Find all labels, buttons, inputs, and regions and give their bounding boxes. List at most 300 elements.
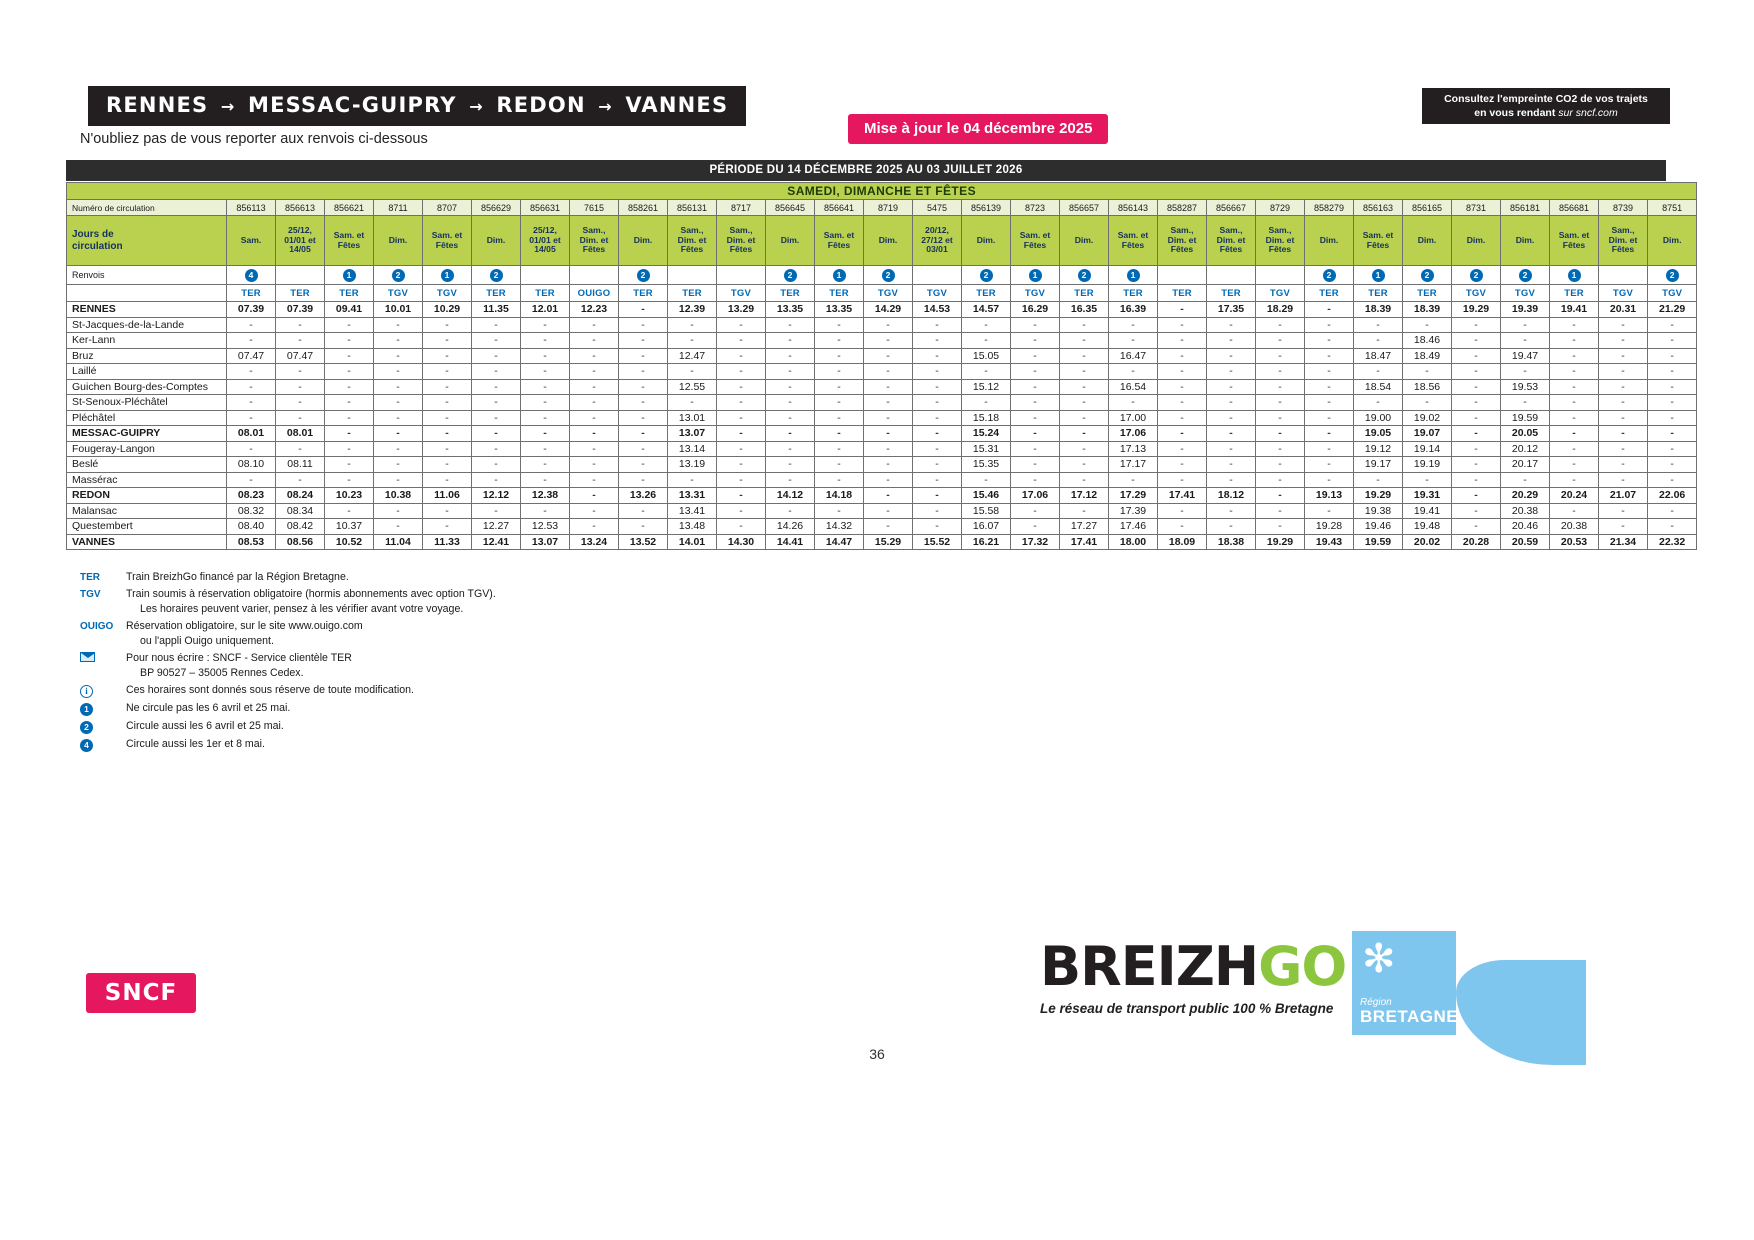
time-cell: 08.01 bbox=[227, 426, 276, 442]
legend-text-sub: ou l'appli Ouigo uniquement. bbox=[140, 635, 274, 648]
time-cell: - bbox=[472, 333, 521, 349]
footnote-badge[interactable]: 1 bbox=[1127, 269, 1140, 282]
time-cell: 08.24 bbox=[276, 488, 325, 504]
time-cell: 19.28 bbox=[1305, 519, 1354, 535]
train-type-cell: TGV bbox=[913, 285, 962, 302]
legend-footnote-badge-wrap bbox=[80, 737, 126, 753]
time-cell: - bbox=[1011, 395, 1060, 411]
ermine-bird-icon: ✻ bbox=[1362, 937, 1396, 981]
service-days-line: Fêtes bbox=[1268, 244, 1292, 255]
service-days-line: Sam., bbox=[1611, 224, 1635, 235]
time-cell: - bbox=[325, 426, 374, 442]
time-cell: 11.35 bbox=[472, 302, 521, 318]
time-cell: - bbox=[1452, 348, 1501, 364]
co2-link-text[interactable]: sur sncf.com bbox=[1558, 107, 1618, 120]
time-cell: 21.34 bbox=[1599, 534, 1648, 550]
table-row bbox=[67, 426, 1697, 442]
row-label-service-days-l2: circulation bbox=[72, 240, 123, 252]
service-days-cell bbox=[1403, 216, 1452, 266]
footnote-badge[interactable]: 1 bbox=[343, 269, 356, 282]
time-cell: - bbox=[1158, 395, 1207, 411]
time-cell: - bbox=[1256, 441, 1305, 457]
time-cell: - bbox=[325, 441, 374, 457]
time-cell: - bbox=[913, 317, 962, 333]
train-type-cell: TGV bbox=[1256, 285, 1305, 302]
time-cell: 20.38 bbox=[1550, 519, 1599, 535]
footnote-badge[interactable]: 2 bbox=[1666, 269, 1679, 282]
time-cell: - bbox=[717, 441, 766, 457]
time-cell: - bbox=[423, 317, 472, 333]
service-days-cell bbox=[913, 216, 962, 266]
time-cell: - bbox=[1256, 488, 1305, 504]
time-cell: 17.27 bbox=[1060, 519, 1109, 535]
train-number-cell: 8731 bbox=[1452, 200, 1501, 216]
time-cell: - bbox=[962, 333, 1011, 349]
time-cell: - bbox=[1158, 317, 1207, 333]
footnote-badge[interactable]: 2 bbox=[1078, 269, 1091, 282]
time-cell: 17.41 bbox=[1158, 488, 1207, 504]
time-cell: 08.23 bbox=[227, 488, 276, 504]
legend-item bbox=[80, 570, 980, 585]
time-cell: - bbox=[1305, 395, 1354, 411]
footnote-badge[interactable]: 2 bbox=[1519, 269, 1532, 282]
time-cell: 07.47 bbox=[227, 348, 276, 364]
time-cell: - bbox=[619, 379, 668, 395]
time-cell: - bbox=[619, 472, 668, 488]
time-cell: - bbox=[913, 457, 962, 473]
time-cell: - bbox=[1207, 379, 1256, 395]
table-row bbox=[67, 472, 1697, 488]
time-cell: 12.27 bbox=[472, 519, 521, 535]
time-cell: - bbox=[1452, 333, 1501, 349]
time-cell: 12.39 bbox=[668, 302, 717, 318]
time-cell: - bbox=[1648, 503, 1697, 519]
time-cell: - bbox=[1011, 379, 1060, 395]
time-cell: - bbox=[1158, 472, 1207, 488]
train-type-cell: TER bbox=[1158, 285, 1207, 302]
service-days-line: Dim. bbox=[1515, 234, 1535, 245]
time-cell: 13.01 bbox=[668, 410, 717, 426]
time-cell: 14.32 bbox=[815, 519, 864, 535]
service-days-line: Dim. et bbox=[1265, 234, 1295, 245]
time-cell: 17.46 bbox=[1109, 519, 1158, 535]
region-logo-small: Région bbox=[1360, 997, 1392, 1009]
service-days-line: Sam. et bbox=[333, 229, 365, 240]
time-cell: 12.53 bbox=[521, 519, 570, 535]
legend-footnote-badge-wrap bbox=[80, 719, 126, 735]
service-days-line: Fêtes bbox=[827, 239, 851, 250]
time-cell: - bbox=[1011, 472, 1060, 488]
footnote-badge[interactable]: 2 bbox=[1323, 269, 1336, 282]
breizhgo-word-go: GO bbox=[1258, 935, 1347, 998]
time-cell: - bbox=[227, 472, 276, 488]
legend-text bbox=[126, 570, 980, 585]
time-cell: - bbox=[570, 317, 619, 333]
time-cell: - bbox=[472, 379, 521, 395]
service-days-line: Sam. et bbox=[431, 229, 463, 240]
service-days-line: Fêtes bbox=[582, 244, 606, 255]
time-cell: - bbox=[668, 317, 717, 333]
footnote-badge[interactable]: 4 bbox=[245, 269, 258, 282]
service-days-cell bbox=[325, 216, 374, 266]
time-cell: 14.47 bbox=[815, 534, 864, 550]
station-name: VANNES bbox=[67, 534, 227, 550]
time-cell: - bbox=[521, 379, 570, 395]
mail-icon bbox=[80, 652, 95, 662]
train-number-cell: 8707 bbox=[423, 200, 472, 216]
table-row bbox=[67, 348, 1697, 364]
breizhgo-tagline: Le réseau de transport public 100 % Bretagne bbox=[1040, 1001, 1334, 1016]
time-cell: - bbox=[1060, 457, 1109, 473]
time-cell: - bbox=[374, 457, 423, 473]
footnote-badge[interactable]: 1 bbox=[1568, 269, 1581, 282]
train-number-cell: 8719 bbox=[864, 200, 913, 216]
service-days-line: Dim. bbox=[780, 234, 800, 245]
time-cell: 17.39 bbox=[1109, 503, 1158, 519]
time-cell: - bbox=[815, 472, 864, 488]
time-cell: - bbox=[325, 395, 374, 411]
train-number-cell: 858287 bbox=[1158, 200, 1207, 216]
legend-item bbox=[80, 683, 980, 699]
time-cell: 13.52 bbox=[619, 534, 668, 550]
legend-tag: TGV bbox=[80, 589, 101, 601]
time-cell: 12.23 bbox=[570, 302, 619, 318]
time-cell: - bbox=[1550, 348, 1599, 364]
time-cell: 20.59 bbox=[1501, 534, 1550, 550]
service-days-cell bbox=[1256, 216, 1305, 266]
service-days-line: Dim. et bbox=[1167, 234, 1197, 245]
time-cell: - bbox=[1599, 348, 1648, 364]
footnote-badge[interactable]: 2 bbox=[980, 269, 993, 282]
time-cell: 16.39 bbox=[1109, 302, 1158, 318]
footnote-badge[interactable]: 2 bbox=[882, 269, 895, 282]
time-cell: - bbox=[276, 379, 325, 395]
time-cell: - bbox=[1158, 519, 1207, 535]
time-cell: 15.46 bbox=[962, 488, 1011, 504]
arrow-icon-2: → bbox=[469, 97, 484, 116]
table-row bbox=[67, 488, 1697, 504]
time-cell: - bbox=[1011, 503, 1060, 519]
service-days-line: Fêtes bbox=[1121, 239, 1145, 250]
service-days-line: Sam. et bbox=[1362, 229, 1394, 240]
service-days-line: 01/01 et bbox=[284, 234, 316, 245]
time-cell: - bbox=[472, 364, 521, 380]
footnote-badge[interactable]: 1 bbox=[1372, 269, 1385, 282]
time-cell: - bbox=[472, 441, 521, 457]
service-days-line: 25/12, bbox=[288, 224, 312, 235]
service-days-line: Dim. et bbox=[1608, 234, 1638, 245]
train-type-cell: TER bbox=[227, 285, 276, 302]
footnote-cell bbox=[717, 266, 766, 285]
co2-info-box[interactable] bbox=[1422, 88, 1670, 124]
service-days-cell bbox=[864, 216, 913, 266]
time-cell: - bbox=[619, 333, 668, 349]
time-cell: - bbox=[913, 333, 962, 349]
footnote-badge[interactable]: 1 bbox=[441, 269, 454, 282]
service-days-cell bbox=[1648, 216, 1697, 266]
time-cell: - bbox=[962, 395, 1011, 411]
service-days-cell bbox=[766, 216, 815, 266]
service-days-line: 25/12, bbox=[533, 224, 557, 235]
time-cell: - bbox=[1501, 364, 1550, 380]
legend-tag: TER bbox=[80, 572, 100, 583]
footnote-cell bbox=[1158, 266, 1207, 285]
time-cell: - bbox=[472, 348, 521, 364]
time-cell: 15.24 bbox=[962, 426, 1011, 442]
time-cell: - bbox=[227, 395, 276, 411]
time-cell: 13.24 bbox=[570, 534, 619, 550]
service-days-cell bbox=[1207, 216, 1256, 266]
service-days-line: Dim. bbox=[388, 234, 408, 245]
service-days-line: Dim. bbox=[1074, 234, 1094, 245]
service-days-line: Dim. bbox=[1466, 234, 1486, 245]
legend-text bbox=[126, 719, 980, 734]
footnote-cell bbox=[962, 266, 1011, 285]
time-cell: 13.29 bbox=[717, 302, 766, 318]
time-cell: 15.05 bbox=[962, 348, 1011, 364]
time-cell: - bbox=[717, 503, 766, 519]
time-cell: - bbox=[472, 426, 521, 442]
service-days-cell bbox=[276, 216, 325, 266]
train-type-cell: TER bbox=[276, 285, 325, 302]
station-name: Massérac bbox=[67, 472, 227, 488]
time-cell: - bbox=[1599, 317, 1648, 333]
time-cell: - bbox=[1011, 426, 1060, 442]
train-type-cell: TER bbox=[472, 285, 521, 302]
time-cell: - bbox=[1354, 333, 1403, 349]
time-cell: - bbox=[1207, 503, 1256, 519]
train-number-cell: 856667 bbox=[1207, 200, 1256, 216]
time-cell: 20.17 bbox=[1501, 457, 1550, 473]
time-cell: - bbox=[1109, 333, 1158, 349]
footnote-badge[interactable]: 2 bbox=[490, 269, 503, 282]
time-cell: - bbox=[570, 457, 619, 473]
train-type-cell: TER bbox=[815, 285, 864, 302]
time-cell: 14.57 bbox=[962, 302, 1011, 318]
time-cell: 19.12 bbox=[1354, 441, 1403, 457]
service-days-cell bbox=[1599, 216, 1648, 266]
time-cell: - bbox=[1256, 472, 1305, 488]
station-name: Malansac bbox=[67, 503, 227, 519]
service-days-line: Fêtes bbox=[1170, 244, 1194, 255]
row-label-service-days-l1: Jours de bbox=[72, 228, 114, 240]
footnote-cell bbox=[1109, 266, 1158, 285]
time-cell: - bbox=[1207, 472, 1256, 488]
time-cell: 20.05 bbox=[1501, 426, 1550, 442]
time-cell: - bbox=[1060, 426, 1109, 442]
time-cell: - bbox=[521, 410, 570, 426]
region-logo-text bbox=[1360, 997, 1458, 1027]
time-cell: 08.34 bbox=[276, 503, 325, 519]
time-cell: - bbox=[1256, 379, 1305, 395]
time-cell: - bbox=[423, 379, 472, 395]
time-cell: - bbox=[1158, 457, 1207, 473]
footnote-badge[interactable]: 2 bbox=[1470, 269, 1483, 282]
train-number-cell: 856139 bbox=[962, 200, 1011, 216]
service-days-cell bbox=[1452, 216, 1501, 266]
train-number-cell: 856629 bbox=[472, 200, 521, 216]
region-bretagne-logo bbox=[1352, 931, 1459, 1035]
time-cell: - bbox=[1158, 379, 1207, 395]
time-cell: - bbox=[1011, 333, 1060, 349]
footnote-badge[interactable]: 1 bbox=[1029, 269, 1042, 282]
breizhgo-word-breizh: BREIZH bbox=[1040, 935, 1259, 998]
time-cell: - bbox=[570, 348, 619, 364]
footnote-cell bbox=[1501, 266, 1550, 285]
service-days-line: Sam., bbox=[1268, 224, 1292, 235]
time-cell: - bbox=[1207, 410, 1256, 426]
train-type-cell: TER bbox=[521, 285, 570, 302]
time-cell: 09.41 bbox=[325, 302, 374, 318]
time-cell: - bbox=[423, 441, 472, 457]
time-cell: - bbox=[717, 317, 766, 333]
time-cell: 14.12 bbox=[766, 488, 815, 504]
time-cell: 20.28 bbox=[1452, 534, 1501, 550]
time-cell: - bbox=[1207, 348, 1256, 364]
time-cell: 15.29 bbox=[864, 534, 913, 550]
service-days-cell bbox=[472, 216, 521, 266]
service-days-cell bbox=[962, 216, 1011, 266]
time-cell: - bbox=[1550, 503, 1599, 519]
time-cell: 17.06 bbox=[1011, 488, 1060, 504]
footnote-badge[interactable]: 2 bbox=[637, 269, 650, 282]
time-cell: - bbox=[962, 364, 1011, 380]
footnote-badge[interactable]: 2 bbox=[784, 269, 797, 282]
legend-text bbox=[126, 651, 980, 681]
time-cell: - bbox=[815, 503, 864, 519]
time-cell: - bbox=[962, 472, 1011, 488]
route-segment-3: REDON bbox=[496, 93, 586, 117]
time-cell: - bbox=[668, 472, 717, 488]
time-cell: - bbox=[1550, 426, 1599, 442]
footnote-cell bbox=[766, 266, 815, 285]
time-cell: - bbox=[668, 395, 717, 411]
station-name: St-Jacques-de-la-Lande bbox=[67, 317, 227, 333]
time-cell: - bbox=[766, 503, 815, 519]
time-cell: - bbox=[717, 426, 766, 442]
time-cell: - bbox=[1599, 410, 1648, 426]
train-type-cell: TER bbox=[668, 285, 717, 302]
time-cell: - bbox=[1550, 410, 1599, 426]
time-cell: - bbox=[1501, 317, 1550, 333]
train-number-cell: 8729 bbox=[1256, 200, 1305, 216]
time-cell: - bbox=[1648, 457, 1697, 473]
time-cell: 17.17 bbox=[1109, 457, 1158, 473]
time-cell: - bbox=[864, 348, 913, 364]
time-cell: - bbox=[1011, 457, 1060, 473]
footnote-cell bbox=[619, 266, 668, 285]
time-cell: - bbox=[913, 441, 962, 457]
train-number-cell: 8739 bbox=[1599, 200, 1648, 216]
time-cell: - bbox=[717, 333, 766, 349]
time-cell: - bbox=[1060, 441, 1109, 457]
time-cell: 10.29 bbox=[423, 302, 472, 318]
service-days-cell bbox=[1550, 216, 1599, 266]
time-cell: - bbox=[864, 457, 913, 473]
train-number-cell: 856641 bbox=[815, 200, 864, 216]
time-cell: 12.01 bbox=[521, 302, 570, 318]
footnote-badge[interactable]: 2 bbox=[392, 269, 405, 282]
time-cell: 16.47 bbox=[1109, 348, 1158, 364]
time-cell: - bbox=[1060, 333, 1109, 349]
legend-text-sub: BP 90527 – 35005 Rennes Cedex. bbox=[140, 667, 304, 680]
train-type-cell: TGV bbox=[1501, 285, 1550, 302]
time-cell: - bbox=[1599, 333, 1648, 349]
time-cell: 19.02 bbox=[1403, 410, 1452, 426]
train-type-cell: TER bbox=[325, 285, 374, 302]
time-cell: 14.41 bbox=[766, 534, 815, 550]
time-cell: - bbox=[325, 364, 374, 380]
time-cell: - bbox=[423, 348, 472, 364]
train-number-cell: 856143 bbox=[1109, 200, 1158, 216]
time-cell: - bbox=[374, 348, 423, 364]
legend-item bbox=[80, 719, 980, 735]
time-cell: - bbox=[1060, 395, 1109, 411]
time-cell: - bbox=[276, 364, 325, 380]
time-cell: 12.55 bbox=[668, 379, 717, 395]
day-band-row bbox=[67, 183, 1697, 200]
time-cell: - bbox=[864, 441, 913, 457]
service-days-cell bbox=[1011, 216, 1060, 266]
time-cell: 19.13 bbox=[1305, 488, 1354, 504]
service-days-line: Dim. bbox=[1417, 234, 1437, 245]
time-cell: - bbox=[864, 488, 913, 504]
time-cell: 16.07 bbox=[962, 519, 1011, 535]
time-cell: - bbox=[1305, 441, 1354, 457]
footnote-cell bbox=[1354, 266, 1403, 285]
footnote-cell bbox=[1648, 266, 1697, 285]
footnote-cell bbox=[325, 266, 374, 285]
time-cell: - bbox=[1109, 317, 1158, 333]
service-days-cell bbox=[1354, 216, 1403, 266]
time-cell: - bbox=[1256, 519, 1305, 535]
service-days-line: Dim. et bbox=[579, 234, 609, 245]
time-cell: - bbox=[1109, 364, 1158, 380]
time-cell: 15.58 bbox=[962, 503, 1011, 519]
time-cell: - bbox=[766, 395, 815, 411]
time-cell: - bbox=[1158, 302, 1207, 318]
time-cell: - bbox=[374, 395, 423, 411]
time-cell: - bbox=[1648, 379, 1697, 395]
train-type-cell: TER bbox=[1403, 285, 1452, 302]
row-label-service-days bbox=[67, 216, 227, 266]
service-days-cell bbox=[1305, 216, 1354, 266]
service-days-row bbox=[67, 216, 1697, 266]
table-row bbox=[67, 395, 1697, 411]
footnote-badge[interactable]: 1 bbox=[833, 269, 846, 282]
time-cell: - bbox=[374, 472, 423, 488]
time-cell: - bbox=[1648, 317, 1697, 333]
time-cell: - bbox=[1648, 519, 1697, 535]
table-row bbox=[67, 379, 1697, 395]
time-cell: 17.32 bbox=[1011, 534, 1060, 550]
service-days-line: Dim. bbox=[1662, 234, 1682, 245]
time-cell: - bbox=[325, 348, 374, 364]
footnote-badge[interactable]: 2 bbox=[1421, 269, 1434, 282]
time-cell: - bbox=[1256, 364, 1305, 380]
time-cell: - bbox=[521, 503, 570, 519]
time-cell: 17.29 bbox=[1109, 488, 1158, 504]
time-cell: 07.39 bbox=[227, 302, 276, 318]
update-badge: Mise à jour le 04 décembre 2025 bbox=[848, 114, 1108, 144]
table-row bbox=[67, 441, 1697, 457]
train-number-cell: 856645 bbox=[766, 200, 815, 216]
time-cell: - bbox=[1207, 519, 1256, 535]
time-cell: - bbox=[570, 519, 619, 535]
time-cell: - bbox=[227, 364, 276, 380]
time-cell: 18.29 bbox=[1256, 302, 1305, 318]
service-days-line: 20/12, bbox=[925, 224, 949, 235]
